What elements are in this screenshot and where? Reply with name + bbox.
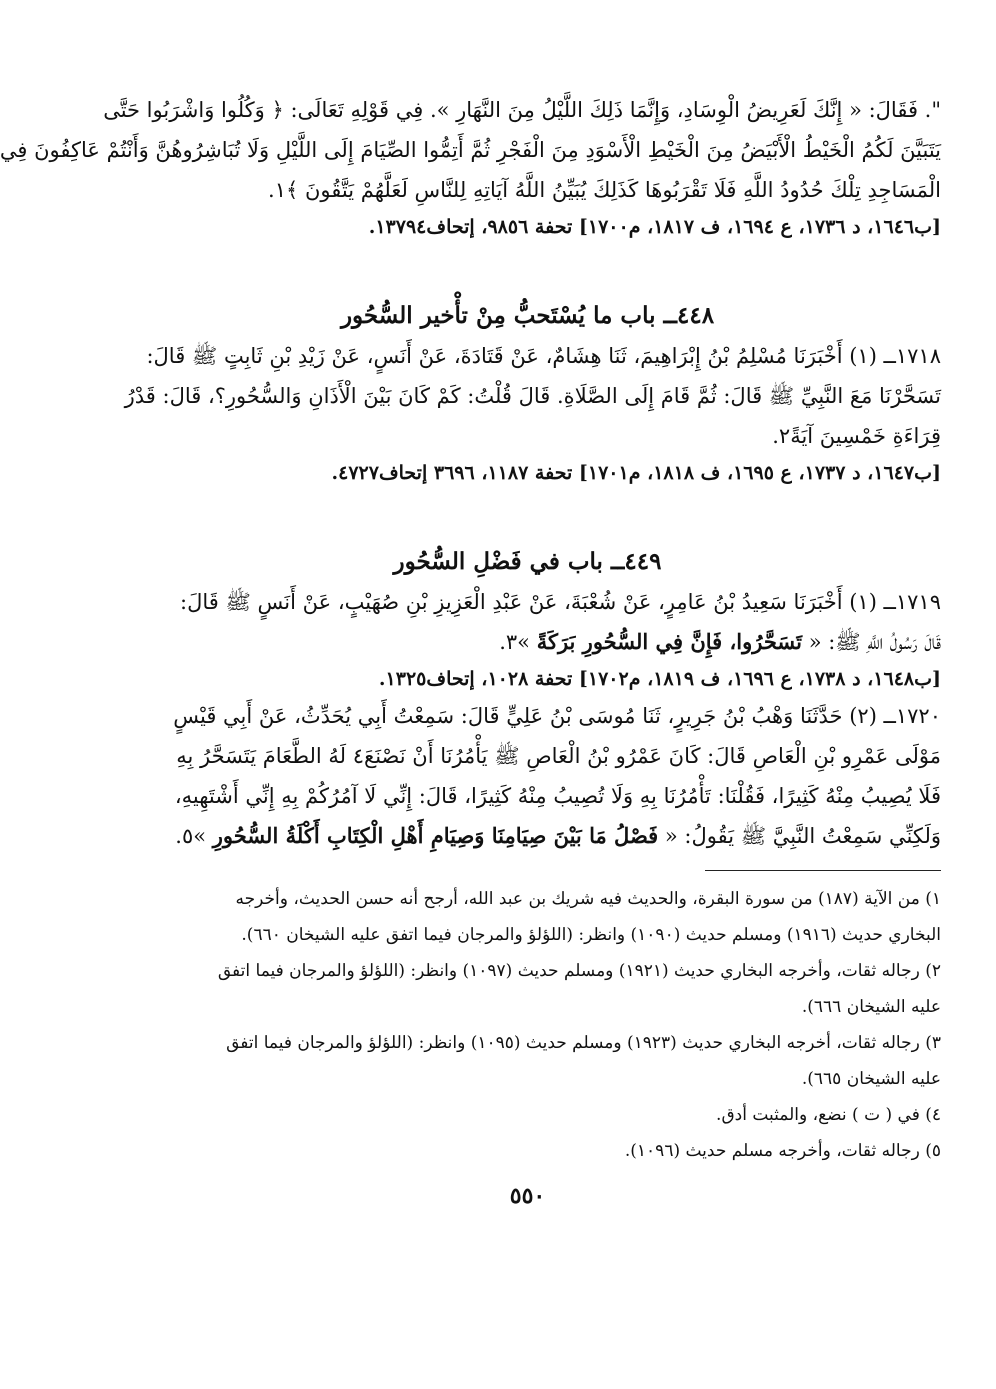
footnote-line: عليه الشيخان ٦٦٦). <box>801 997 941 1017</box>
hadith-reference: [ب١٦٤٧، د ١٧٣٧، ع ١٦٩٥، ف ١٨١٨، م١٧٠١] تحفة ١١٨٧، ٣٦٩٦ إتحاف٤٧٢٧. <box>331 462 941 484</box>
prophetic-quote: تَسَحَّرُوا، فَإِنَّ فِي السُّحُورِ بَرَكَةً <box>536 629 803 654</box>
text-line: يَتَبَيَّنَ لَكُمُ الْخَيْطُ الْأَبْيَضُ مِنَ الْخَيْطِ الْأَسْوَدِ مِنَ الْفَجْرِ ثُمَّ أَتِمُّوا الصِّيَامَ إِلَى اللَّيْلِ وَلَا تُبَاشِرُوهُنَّ وَأَنْتُمْ عَاكِفُونَ فِي <box>0 138 941 162</box>
quote-prefix: قَالَ رَسُولُ اللَّهِ ﷺ: « <box>802 630 941 654</box>
footnote-line: البخاري حديث (١٩١٦) ومسلم حديث (١٠٩٠) وانظر: (اللؤلؤ والمرجان فيما اتفق عليه الشيخان ٦٦٠). <box>241 925 941 945</box>
chapter-heading: ٤٤٩ــ باب في فَضْلِ السُّحُور <box>393 548 662 575</box>
text-line: ١٧١٨ــ (١) أَخْبَرَنَا مُسْلِمُ بْنُ إِبْرَاهِيمَ، ثَنَا هِشَامٌ، عَنْ قَتَادَةَ، عَنْ أَنَسٍ، عَنْ زَيْدِ بْنِ ثَابِتٍ ﷺ قَالَ: <box>146 344 941 368</box>
hadith-reference: [ب١٦٤٨، د ١٧٣٨، ع ١٦٩٦، ف ١٨١٩، م١٧٠٢] تحفة ١٠٢٨، إتحاف١٣٢٥. <box>378 668 941 690</box>
footnote-line: ٣) رجاله ثقات، أخرجه البخاري حديث (١٩٢٣) ومسلم حديث (١٠٩٥) وانظر: (اللؤلؤ والمرجان فيما اتفق <box>226 1033 941 1053</box>
text-line: الْمَسَاجِدِ تِلْكَ حُدُودُ اللَّهِ فَلَا تَقْرَبُوهَا كَذَلِكَ يُبَيِّنُ اللَّهُ آيَاتِهِ لِلنَّاسِ لَعَلَّهُمْ يَتَّقُونَ ﴾١. <box>268 178 941 202</box>
prophetic-quote: فَصْلُ مَا بَيْنَ صِيَامِنَا وَصِيَامِ أَهْلِ الْكِتَابِ أَكْلَةُ السُّحُورِ <box>212 823 659 848</box>
chapter-heading: ٤٤٨ــ باب ما يُسْتَحبُّ مِنْ تأْخير السُّحُور <box>340 302 715 329</box>
footnote-line: ٥) رجاله ثقات، وأخرجه مسلم حديث (١٠٩٦). <box>624 1141 941 1161</box>
spacer <box>114 490 941 542</box>
footnote-line: ٢) رجاله ثقات، وأخرجه البخاري حديث (١٩٢١) ومسلم حديث (١٠٩٧) وانظر: (اللؤلؤ والمرجان فيما اتفق <box>217 961 941 981</box>
text-line: ". فَقَالَ: « إِنَّكَ لَعَرِيضُ الْوِسَادِ، وَإِنَّمَا ذَلِكَ اللَّيْلُ مِنَ النَّهَارِ ». فِي قَوْلِهِ تَعَالَى: ﴿ وَكُلُوا وَاشْرَبُوا حَتَّى <box>103 98 941 122</box>
quote-prefix: وَلَكِنِّي سَمِعْتُ النَّبِيَّ ﷺ يَقُولُ: « <box>658 824 941 848</box>
text-line: ١٧١٩ــ (١) أَخْبَرَنَا سَعِيدُ بْنُ عَامِرٍ، عَنْ شُعْبَةَ، عَنْ عَبْدِ الْعَزِيزِ بْنِ صُهَيْبٍ، عَنْ أَنَسٍ ﷺ قَالَ: <box>180 590 941 614</box>
text-line: مَوْلَى عَمْرِو بْنِ الْعَاصِ قَالَ: كَانَ عَمْرُو بْنُ الْعَاصِ ﷺ يَأْمُرُنَا أَنْ نَصْنَعَ٤ لَهُ الطَّعَامَ يَتَسَحَّرُ بِهِ <box>176 744 941 768</box>
footnote-line: ١) من الآية (١٨٧) من سورة البقرة، والحديث فيه شريك بن عبد الله، أرجح أنه حسن الحديث، وأخرجه <box>235 889 941 909</box>
page <box>0 90 941 1389</box>
footnotes <box>114 881 941 1169</box>
text-line: قِرَاءَةِ خَمْسِينَ آيَةً٢. <box>772 424 941 448</box>
text-line: تَسَحَّرْنَا مَعَ النَّبِيِّ ﷺ قَالَ: ثُمَّ قَامَ إِلَى الصَّلَاةِ. قَالَ قُلْتُ: كَمْ كَانَ بَيْنَ الْأَذَانِ وَالسُّحُورِ؟، قَالَ: قَدْرُ <box>124 384 941 408</box>
continued-hadith <box>0 90 941 244</box>
text-line: فَلَا يُصِيبُ مِنْهُ كَثِيرًا، فَقُلْنَا: تَأْمُرُنَا بِهِ وَلَا تُصِيبُ مِنْهُ كَثِيرًا، قَالَ: إِنِّي لَا آمُرُكُمْ بِهِ إِنِّي أَشْتَهِيهِ، <box>174 784 941 808</box>
hadith-reference: [ب١٦٤٦، د ١٧٣٦، ع ١٦٩٤، ف ١٨١٧، م١٧٠٠] تحفة ٩٨٥٦، إتحاف١٣٧٩٤. <box>368 216 941 238</box>
quote-suffix: »٣. <box>499 630 537 654</box>
text-line <box>114 816 941 856</box>
section-448 <box>114 296 941 490</box>
page-number: ٥٥٠ <box>509 1183 546 1209</box>
footnote-line: ٤) في ( ت ) نضع، والمثبت أدق. <box>716 1105 941 1125</box>
footnote-line: عليه الشيخان ٦٦٥). <box>801 1069 941 1089</box>
footnote-divider <box>705 870 941 871</box>
text-line <box>114 622 941 662</box>
text-line: ١٧٢٠ــ (٢) حَدَّثَنَا وَهْبُ بْنُ جَرِيرٍ، ثَنَا مُوسَى بْنُ عَلِيٍّ قَالَ: سَمِعْتُ أَبِي يُحَدِّثُ، عَنْ أَبِي قَيْسٍ <box>173 704 941 728</box>
quote-suffix: »٥. <box>175 824 213 848</box>
spacer <box>114 244 941 296</box>
section-449 <box>114 542 941 856</box>
